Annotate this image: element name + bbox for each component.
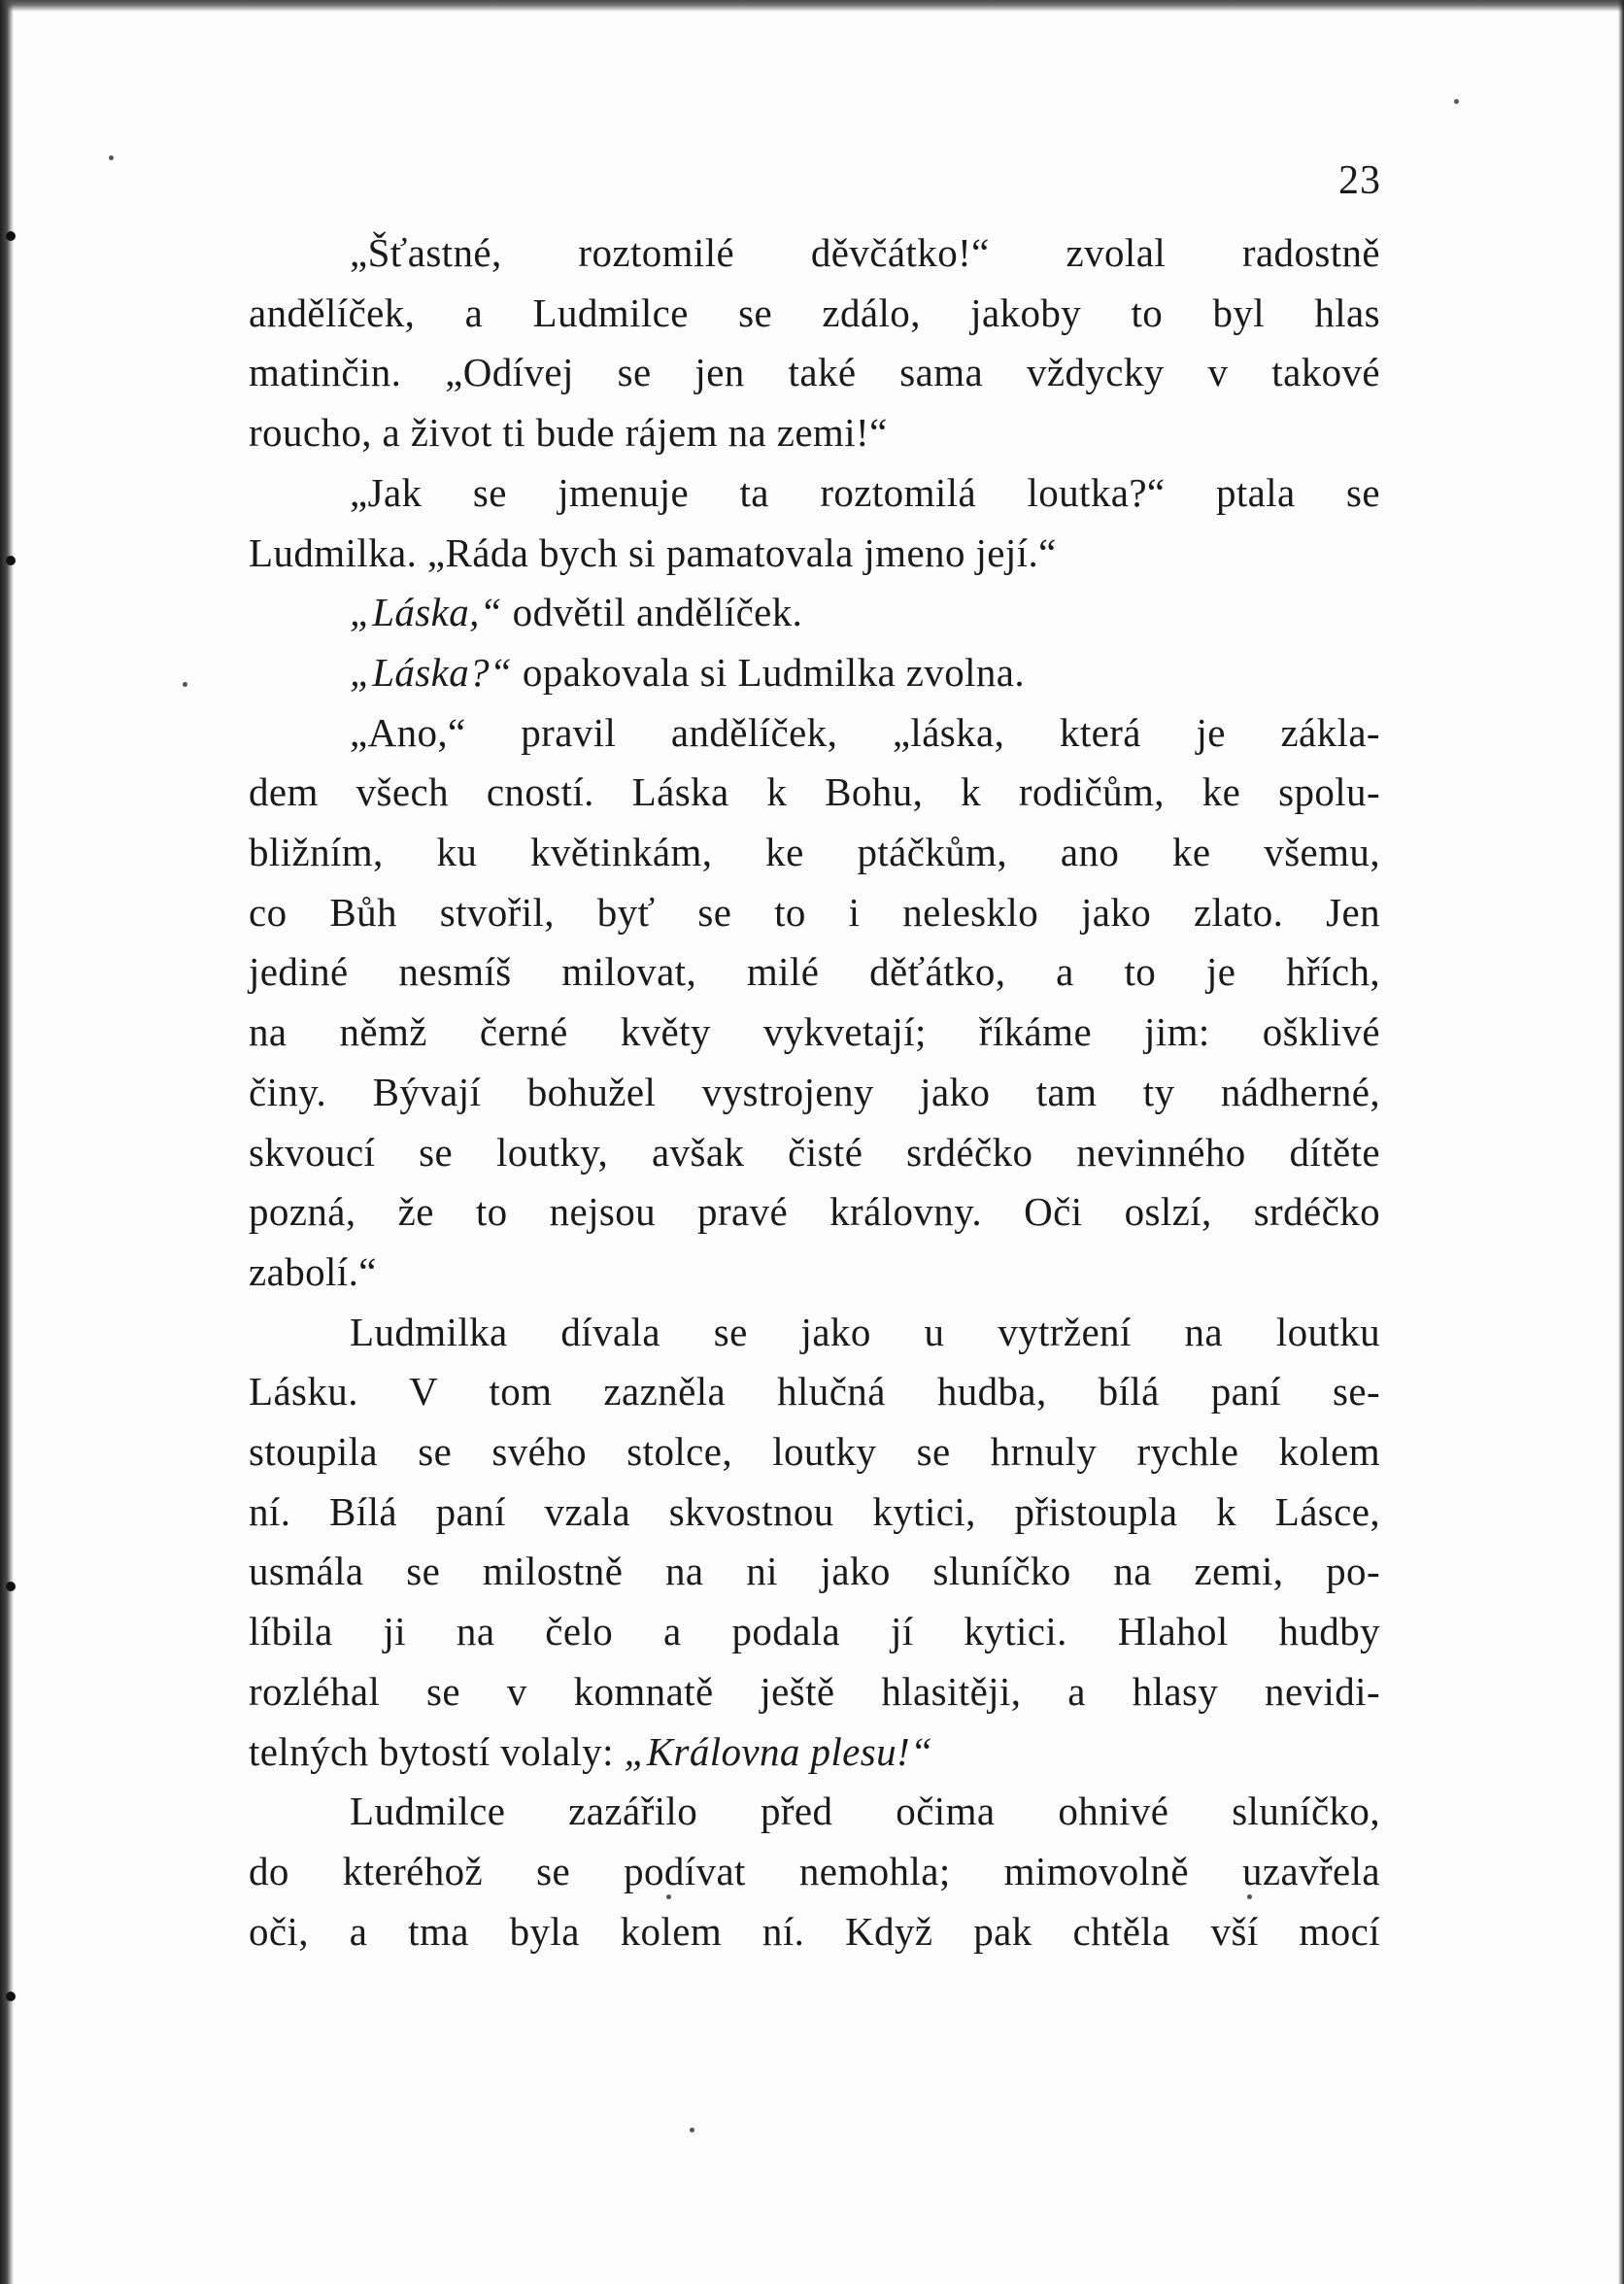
page-right-shadow xyxy=(1618,0,1624,2284)
page-number: 23 xyxy=(1338,158,1381,203)
binding-hole-mark xyxy=(6,231,16,241)
text-line: „Šťastné, roztomilé děvčátko!“ zvolal radostně xyxy=(350,230,1380,275)
binding-hole-mark xyxy=(6,556,16,565)
text-line: stoupila se svého stolce, loutky se hrnuly rychle kolem xyxy=(249,1429,1380,1475)
text-line: rozléhal se v komnatě ještě hlasitěji, a hlasy nevidi- xyxy=(249,1668,1380,1714)
text-line: činy. Bývají bohužel vystrojeny jako tam ty nádherné, xyxy=(249,1069,1380,1114)
binding-hole-mark xyxy=(6,1582,16,1591)
text-line: na němž černé květy vykvetají; říkáme jim: ošklivé xyxy=(249,1009,1380,1055)
body-text xyxy=(249,223,1380,1961)
text-line: do kteréhož se podívat nemohla; mimovolně uzavřela xyxy=(249,1848,1380,1893)
text-line: andělíček, a Ludmilce se zdálo, jakoby to byl hlas xyxy=(249,290,1380,335)
paragraph xyxy=(249,583,1380,643)
text-line: matinčin. „Odívej se jen také sama vždycky v takové xyxy=(249,350,1380,395)
paragraph xyxy=(249,1782,1380,1961)
paragraph xyxy=(249,703,1380,1303)
text-line: pozná, že to nejsou pravé královny. Oči oslzí, srdéčko xyxy=(249,1189,1380,1235)
paragraph xyxy=(249,463,1380,583)
page-top-shadow xyxy=(0,0,1624,12)
text-line: zabolí.“ xyxy=(249,1248,377,1294)
text-line: Ludmilka dívala se jako u vytržení na loutku xyxy=(350,1309,1380,1354)
text-fragment: odvětil andělíček. xyxy=(502,590,803,635)
text-line: bližním, ku květinkám, ke ptáčkům, ano ke všemu, xyxy=(249,830,1380,875)
text-line xyxy=(249,1722,1380,1783)
paper-speck xyxy=(183,682,187,687)
text-line: roucho, a život ti bude rájem na zemi!“ xyxy=(249,410,888,456)
italic-phrase-kralovna-plesu: „Královna plesu!“ xyxy=(624,1728,933,1774)
text-line: oči, a tma byla kolem ní. Když pak chtěla vší mocí xyxy=(249,1908,1380,1954)
text-line: jediné nesmíš milovat, milé děťátko, a to je hřích, xyxy=(249,949,1380,995)
text-line: skvoucí se loutky, avšak čisté srdéčko nevinného dítěte xyxy=(249,1129,1380,1175)
text-line: co Bůh stvořil, byť se to i nelesklo jako zlato. Jen xyxy=(249,889,1380,935)
italic-word-laska: „Láska,“ xyxy=(350,590,503,635)
text-line xyxy=(249,643,1380,703)
text-line: „Ano,“ pravil andělíček, „láska, která je zákla- xyxy=(350,709,1380,755)
text-line: líbila ji na čelo a podala jí kytici. Hlahol hudby xyxy=(249,1609,1380,1654)
text-line: Ludmilce zazářilo před očima ohnivé sluníčko, xyxy=(350,1789,1380,1834)
text-line: ní. Bílá paní vzala skvostnou kytici, přistoupla k Lásce, xyxy=(249,1488,1380,1534)
text-line: usmála se milostně na ni jako sluníčko na zemi, po- xyxy=(249,1549,1380,1594)
text-fragment: telných bytostí volaly: xyxy=(249,1728,625,1774)
paragraph xyxy=(249,643,1380,703)
page-binding-shadow xyxy=(0,0,14,2284)
paragraph xyxy=(249,223,1380,463)
paper-speck xyxy=(109,155,114,160)
paper-speck xyxy=(1454,99,1459,104)
text-fragment: opakovala si Ludmilka zvolna. xyxy=(512,649,1026,695)
paragraph xyxy=(249,1303,1380,1783)
text-line: Lásku. V tom zazněla hlučná hudba, bílá paní se- xyxy=(249,1369,1380,1415)
text-line: Ludmilka. „Ráda bych si pamatovala jmeno její.“ xyxy=(249,529,1057,575)
text-line: „Jak se jmenuje ta roztomilá loutka?“ ptala se xyxy=(350,469,1380,515)
text-line: dem všech cností. Láska k Bohu, k rodičům, ke spolu- xyxy=(249,769,1380,815)
paper-speck xyxy=(690,2128,694,2132)
italic-word-laska-question: „Láska?“ xyxy=(350,649,513,695)
binding-hole-mark xyxy=(6,1992,16,2001)
text-line xyxy=(249,583,1380,643)
